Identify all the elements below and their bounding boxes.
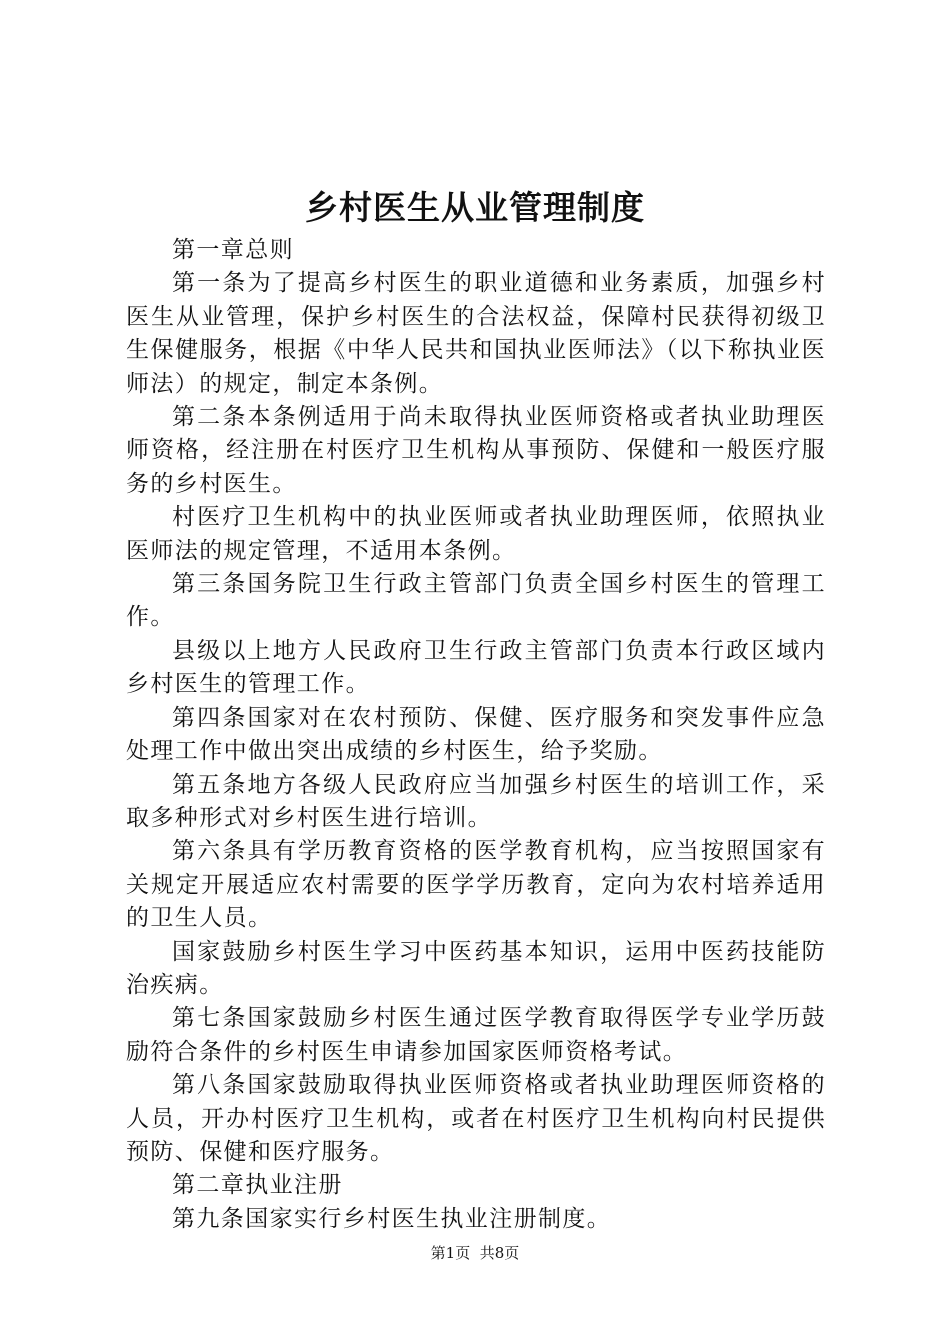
paragraph: 第三条国务院卫生行政主管部门负责全国乡村医生的管理工作。 (126, 571, 826, 631)
paragraph: 第九条国家实行乡村医生执业注册制度。 (172, 1205, 612, 1232)
footer-separator (470, 1244, 480, 1262)
chapter-heading: 第一章总则 (172, 237, 294, 263)
document-body (126, 234, 826, 1236)
document-title: 乡村医生从业管理制度 (305, 188, 645, 227)
paragraph: 村医疗卫生机构中的执业医师或者执业助理医师，依照执业医师法的规定管理，不适用本条例。 (126, 504, 826, 564)
page-total: 共8页 (479, 1244, 520, 1262)
paragraph: 第八条国家鼓励取得执业医师资格或者执业助理医师资格的人员，开办村医疗卫生机构，或者在村医疗卫生机构向村民提供预防、保健和医疗服务。 (126, 1072, 826, 1165)
paragraph: 第一条为了提高乡村医生的职业道德和业务素质，加强乡村医生从业管理，保护乡村医生的合法权益，保障村民获得初级卫生保健服务，根据《中华人民共和国执业医师法》（以下称执业医师法）的规定，制定本条例。 (126, 270, 826, 397)
chapter-heading: 第二章执业注册 (172, 1172, 343, 1199)
page-footer (0, 1243, 950, 1263)
paragraph: 县级以上地方人民政府卫生行政主管部门负责本行政区域内乡村医生的管理工作。 (126, 637, 826, 698)
paragraph: 第五条地方各级人民政府应当加强乡村医生的培训工作，采取多种形式对乡村医生进行培训。 (126, 771, 826, 831)
paragraph: 第四条国家对在农村预防、保健、医疗服务和突发事件应急处理工作中做出突出成绩的乡村医生，给予奖励。 (126, 704, 826, 765)
page-number: 第1页 (430, 1244, 471, 1262)
paragraph: 第六条具有学历教育资格的医学教育机构，应当按照国家有关规定开展适应农村需要的医学学历教育，定向为农村培养适用的卫生人员。 (126, 838, 826, 932)
paragraph: 第二条本条例适用于尚未取得执业医师资格或者执业助理医师资格，经注册在村医疗卫生机构从事预防、保健和一般医疗服务的乡村医生。 (126, 404, 826, 497)
paragraph: 国家鼓励乡村医生学习中医药基本知识，运用中医药技能防治疾病。 (126, 938, 826, 998)
paragraph: 第七条国家鼓励乡村医生通过医学教育取得医学专业学历鼓励符合条件的乡村医生申请参加国家医师资格考试。 (126, 1005, 826, 1065)
